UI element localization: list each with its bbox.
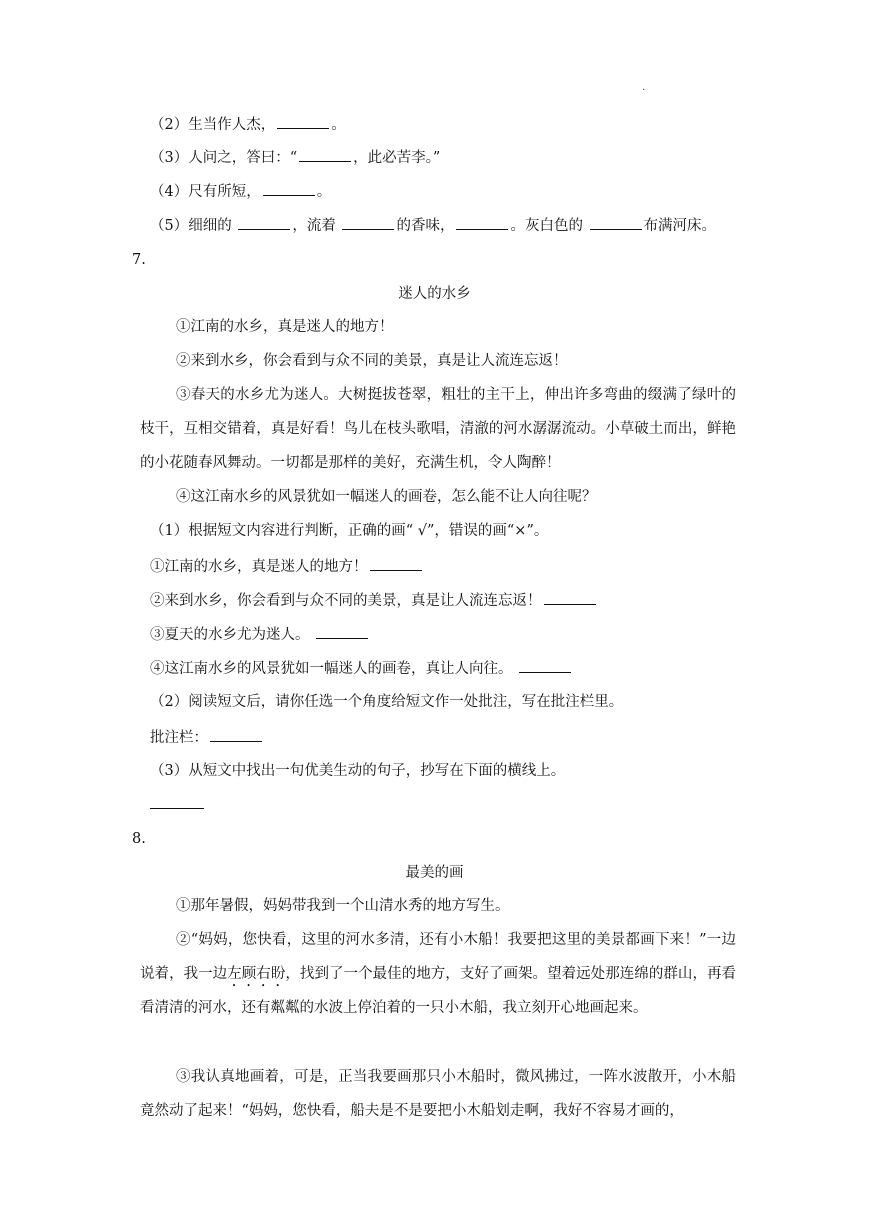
sentence-answer-line[interactable] <box>150 808 204 809</box>
q6-item-4-text: （4）尺有所短， <box>150 184 261 200</box>
q6-item-5-text-a: （5）细细的 <box>150 218 237 234</box>
q7-judgement-3 <box>150 624 370 645</box>
answer-blank[interactable] <box>238 215 290 230</box>
q7-paragraph-3: ③春天的水乡尤为迷人。大树挺拔苍翠，粗壮的主干上，伸出许多弯曲的缀满了绿叶的枝干，互相交错着，真是好看！鸟儿在枝头歌唱，清澈的河水潺潺流动。小草破土而出，鲜艳的小花随春风舞动。一切都是那样的美好，充满生机，令人陶醉！ <box>140 387 736 471</box>
q8-paragraph-2-text-a: ②“妈妈，您快看，这里的河水多清，还有小木船！我要把这里的美景都画下来！”一边说着，我一边 <box>140 932 736 982</box>
q8-paragraph-2 <box>140 923 736 1025</box>
q7-annotation-field <box>150 727 264 748</box>
answer-blank[interactable] <box>277 114 329 129</box>
q6-item-5-text-e: 布满河床。 <box>643 218 717 234</box>
q7-sub-question-2: （2）阅读短文后，请你任选一个角度给短文作一处批注，写在批注栏里。 <box>150 694 624 710</box>
q8-paragraph-2-text-b: ，找到了一个最佳的地方，支好了画架。望着远处那连绵的群山，再看看清清的河水，还有粼粼的水波上停泊着的一只小木船，我立刻开心地画起来。 <box>140 966 737 1016</box>
q7-sub-question-1: （1）根据短文内容进行判断，正确的画“ √”，错误的画“×”。 <box>150 523 549 539</box>
dotted-emphasis-word: 左顾右盼 <box>227 966 286 982</box>
annotation-label: 批注栏： <box>150 730 208 746</box>
q6-item-2 <box>150 114 346 135</box>
page-mark: . <box>642 82 646 93</box>
q7-judgement-1-text: ①江南的水乡，真是迷人的地方！ <box>150 559 368 575</box>
q7-paragraph-1: ①江南的水乡，真是迷人的地方！ <box>176 319 394 335</box>
q7-judgement-3-text: ③夏天的水乡尤为迷人。 <box>150 627 315 643</box>
answer-blank[interactable] <box>519 658 571 673</box>
answer-blank[interactable] <box>544 590 596 605</box>
q6-item-3 <box>150 147 440 168</box>
q7-judgement-4-text: ④这江南水乡的风景犹如一幅迷人的画卷，真让人向往。 <box>150 661 518 677</box>
q7-judgement-2 <box>150 590 598 611</box>
q7-number: 7. <box>132 252 146 268</box>
q6-item-4 <box>150 181 331 202</box>
q7-title: 迷人的水乡 <box>398 286 471 302</box>
answer-blank[interactable] <box>590 215 642 230</box>
q6-item-2-end: 。 <box>331 117 346 133</box>
q6-item-5-text-b: ，流着 <box>292 218 341 234</box>
answer-blank[interactable] <box>263 181 315 196</box>
q6-item-2-text: （2）生当作人杰， <box>150 117 276 133</box>
q6-item-3-end: ，此必苦李。” <box>353 150 441 166</box>
q7-paragraph-2: ②来到水乡，你会看到与众不同的美景，真是让人流连忘返！ <box>176 353 568 369</box>
answer-blank[interactable] <box>299 147 351 162</box>
annotation-blank[interactable] <box>210 727 262 742</box>
answer-blank[interactable] <box>342 215 394 230</box>
q6-item-5-text-d: 。灰白色的 <box>510 218 588 234</box>
answer-blank[interactable] <box>456 215 508 230</box>
q7-paragraph-4: ④这江南水乡的风景犹如一幅迷人的画卷，怎么能不让人向往呢？ <box>176 489 597 505</box>
q8-paragraph-3: ③我认真地画着，可是，正当我要画那只小木船时，微风拂过，一阵水波散开，小木船竟然动了起来！“妈妈，您快看，船夫是不是要把小木船划走啊，我好不容易才画的， <box>140 1069 736 1119</box>
q6-item-5-text-c: 的香味， <box>396 218 455 234</box>
q7-judgement-2-text: ②来到水乡，你会看到与众不同的美景，真是让人流连忘返！ <box>150 593 542 609</box>
q7-judgement-4 <box>150 658 573 679</box>
q6-item-4-end: 。 <box>316 184 332 200</box>
q6-item-3-text: （3）人问之，答曰：“ <box>150 150 298 166</box>
answer-blank[interactable] <box>370 556 422 571</box>
q7-sub-question-3: （3）从短文中找出一句优美生动的句子，抄写在下面的横线上。 <box>150 763 566 779</box>
q8-number: 8. <box>132 831 146 847</box>
q6-item-5 <box>150 215 716 236</box>
q8-paragraph-1: ①那年暑假，妈妈带我到一个山清水秀的地方写生。 <box>176 898 510 914</box>
answer-blank[interactable] <box>316 624 368 639</box>
q7-judgement-1 <box>150 556 424 577</box>
q8-title: 最美的画 <box>405 865 464 881</box>
